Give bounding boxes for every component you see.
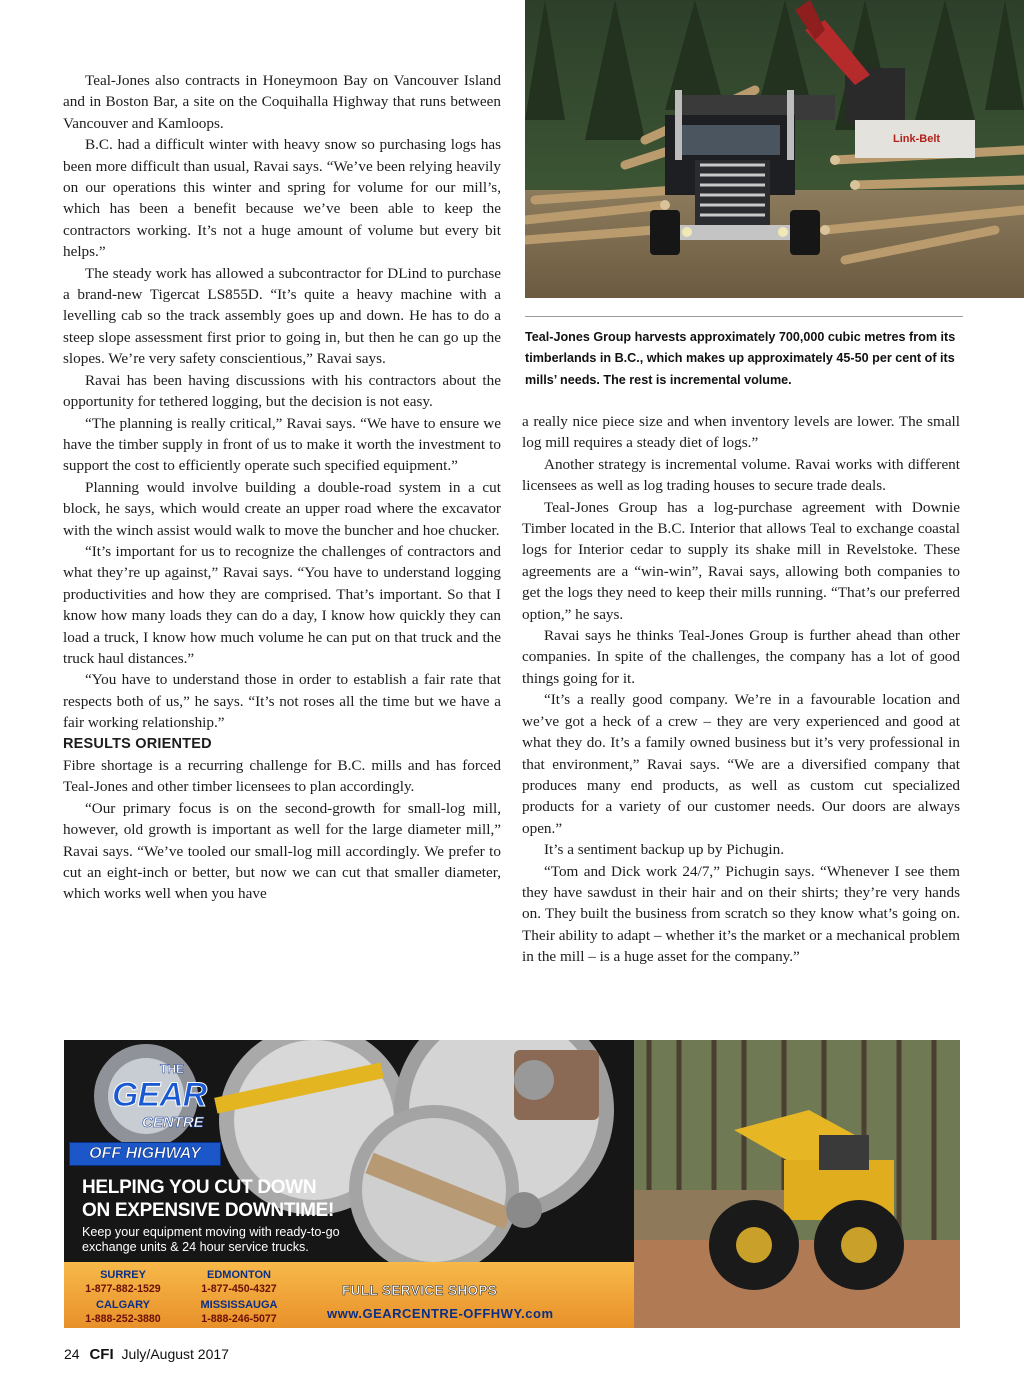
ad-subtext-line1: Keep your equipment moving with ready-to-go: [82, 1225, 340, 1239]
ad-headline-line1: HELPING YOU CUT DOWN: [82, 1177, 317, 1198]
ad-website-link[interactable]: www.GEARCENTRE-OFFHWY.com: [327, 1306, 554, 1321]
ad-text-panel: [64, 1040, 634, 1328]
issue-date: July/August 2017: [121, 1346, 229, 1362]
paragraph: “Tom and Dick work 24/7,” Pichugin says. “Whenever I see them they have sawdust in their hair and on their shirts; they’re very hands on. They built the business from scratch so they know what’s going on. Their ability to adapt – whether it’s the market or a mechanical problem in the mill – is a huge asset for the company.”: [522, 862, 960, 966]
full-service-shops-label: FULL SERVICE SHOPS: [342, 1283, 498, 1298]
paragraph: B.C. had a difficult winter with heavy snow so purchasing logs has been more difficult than usual, Ravai says. “We’ve been relying heavily on our operations this winter and spring for volume for our mill’s, which has been a benefit because we’ve been able to keep the contractors working. It’s not a huge amount of volume but every bit helps.”: [63, 136, 501, 261]
page-number: 24: [64, 1346, 80, 1362]
paragraph: Teal-Jones Group has a log-purchase agreement with Downie Timber located in the B.C. Interior that allows Teal to exchange coastal logs for Interior cedar to supply its shake mill in Revelstoke. These agreements are a “win-win”, Ravai says, allowing both companies to get the logs they need to keep their mills running. “That’s our preferred option,” he says.: [522, 498, 960, 623]
logo-gear: GEAR: [112, 1076, 207, 1114]
section-heading: RESULTS ORIENTED: [63, 735, 212, 752]
location-city: CALGARY: [96, 1299, 150, 1311]
paragraph: “It’s important for us to recognize the challenges of contractors and what they’re up against,” Ravai says. “You have to understand logging productivities and how they are comprised. That’s important. So that I know how many loads they can do a day, I know how quickly they can load a truck, I know how much volume he can put on that truck and the truck haul distances.”: [63, 542, 501, 667]
location-phone[interactable]: 1-877-882-1529: [85, 1283, 161, 1295]
caption-rule: [525, 316, 963, 317]
excavator-label: Link-Belt: [893, 133, 941, 145]
magazine-name: CFI: [89, 1346, 114, 1363]
location-city: SURREY: [100, 1269, 146, 1281]
paragraph: The steady work has allowed a subcontractor for DLind to purchase a brand-new Tigercat LS855D. “It’s quite a heavy machine with a levelling cab so the track assembly goes up and down. He has to do a steep slope assessment first prior to going in, but then he can go up the slopes. We’re very safety conscientious,” Ravai says.: [63, 264, 501, 368]
paragraph: “You have to understand those in order to establish a fair rate that respects both of us,” he says. “It’s not roses all the time but we have a fair working relationship.”: [63, 671, 501, 732]
page-footer: [64, 1346, 229, 1363]
logging-truck-photo: [525, 0, 1024, 298]
location-phone[interactable]: 1-888-252-3880: [85, 1313, 161, 1325]
off-highway-label: OFF HIGHWAY: [89, 1145, 201, 1162]
ad-subtext-line2: exchange units & 24 hour service trucks.: [82, 1240, 309, 1254]
paragraph: “Our primary focus is on the second-growth for small-log mill, however, old growth is important as well for the large diameter mill,” Ravai says. “We’ve tooled our small-log mill accordingly. We prefer to cut an eight-inch or better, but now we can cut that smaller diameter, which works well when you have: [63, 799, 501, 903]
paragraph: It’s a sentiment backup up by Pichugin.: [544, 841, 785, 859]
skidder-photo: [634, 1040, 960, 1328]
paragraph: “The planning is really critical,” Ravai says. “We have to ensure we have the timber supply in front of us to make it worth the investment to support the cost to efficiently operate such specified equipment.”: [63, 414, 501, 475]
paragraph: Ravai says he thinks Teal-Jones Group is further ahead than other companies. In spite of the challenges, the company has a lot of good things going for it.: [522, 627, 960, 687]
off-highway-banner: [69, 1142, 221, 1166]
photo-caption: Teal-Jones Group harvests approximately 700,000 cubic metres from its timberlands in B.C., which makes up approximately 45-50 per cent of its mills’ needs. The rest is incremental volume.: [525, 330, 956, 387]
location-phone[interactable]: 1-888-246-5077: [201, 1313, 277, 1325]
ad-headline-line2: ON EXPENSIVE DOWNTIME!: [82, 1200, 335, 1221]
gear-centre-advertisement[interactable]: [64, 1040, 960, 1328]
left-article-column: [63, 70, 501, 905]
location-phone[interactable]: 1-877-450-4327: [201, 1283, 277, 1295]
paragraph: Ravai has been having discussions with his contractors about the opportunity for tethered logging, but the decision is not easy.: [63, 371, 501, 411]
paragraph: “It’s a really good company. We’re in a favourable location and we’ve got a heck of a crew – they are very experienced and good at what they do. It’s a family owned business but it’s very professional in that environment,” Ravai says. “We are a diversified company that produces many end products, as well as custom cut specialized products for a variety of our customer needs. Our doors are always open.”: [522, 691, 960, 837]
paragraph: a really nice piece size and when inventory levels are lower. The small log mill requires a steady diet of logs.”: [522, 413, 960, 452]
location-city: EDMONTON: [207, 1269, 271, 1281]
right-article-column: [522, 411, 960, 968]
paragraph: Planning would involve building a double-road system in a cut block, he says, which would create an upper road where the excavator with the winch assist would walk to move the buncher and hoe chucker.: [63, 478, 501, 539]
paragraph: Teal-Jones also contracts in Honeymoon Bay on Vancouver Island and in Boston Bar, a site on the Coquihalla Highway that runs between Vancouver and Kamloops.: [63, 72, 501, 132]
paragraph: Another strategy is incremental volume. Ravai works with different licensees as well as log trading houses to secure trade deals.: [522, 455, 960, 495]
logo-the: THE: [160, 1062, 184, 1076]
logo-centre: CENTRE: [142, 1114, 204, 1131]
location-city: MISSISSAUGA: [200, 1299, 278, 1311]
paragraph: Fibre shortage is a recurring challenge for B.C. mills and has forced Teal-Jones and other timber licensees to plan accordingly.: [63, 757, 501, 796]
